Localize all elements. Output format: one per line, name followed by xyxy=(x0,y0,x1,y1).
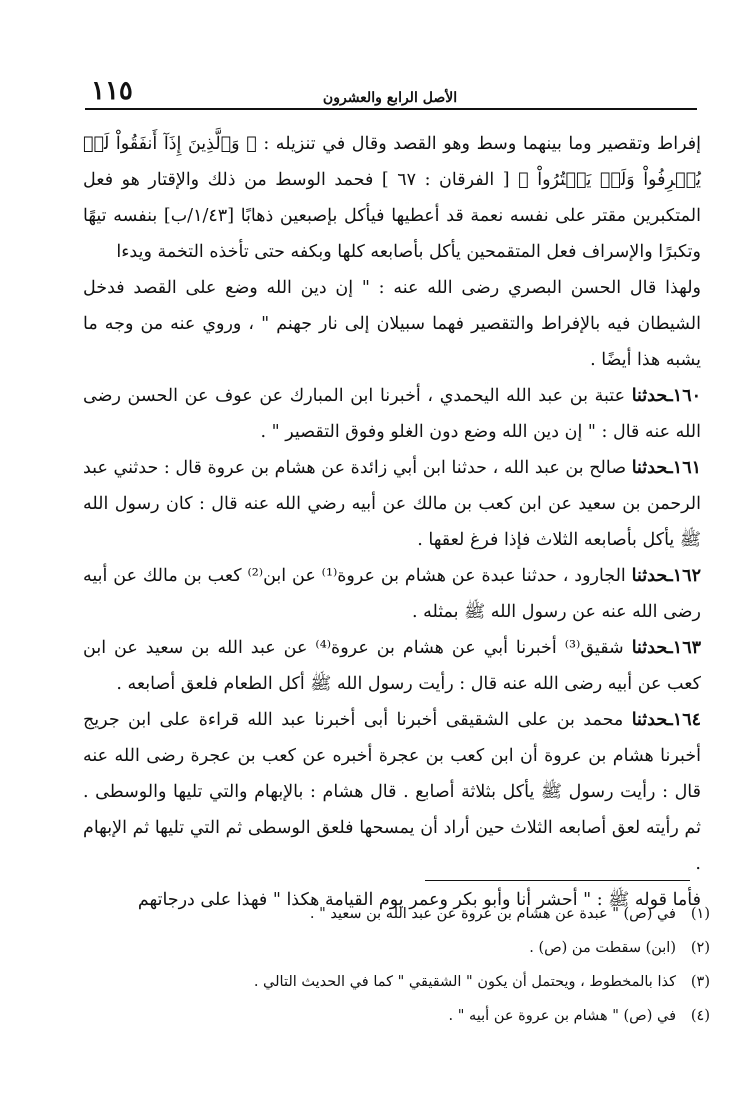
hadith-text: محمد بن على الشقيقى أخبرنا أبى أخبرنا عبد الله قراءة على ابن جريج أخبرنا هشام بن عروة أن ابن كعب بن عجرة أخبره عن كعب بن عجرة رضى الله عنه قال : رأيت رسول ﷺ يأكل بثلاثة أصابع . قال هشام : بالإبهام والتي تليها والوسطى . ثم رأيته لعق أصابعه الثلاث حين أراد أن يمسحها فلعق الوسطى ثم التي تليها ثم الإبهام . xyxy=(83,710,701,874)
hadith-lead: حدثنا xyxy=(631,710,668,730)
footnote-number: (٣) xyxy=(690,974,710,990)
footnotes xyxy=(90,897,710,1033)
footnote-text: (ابن) سقطت من (ص) . xyxy=(529,940,676,956)
main-text xyxy=(83,126,701,918)
hadith-text: شقيق⁽³⁾ أخبرنا أبي عن هشام بن عروة⁽⁴⁾ عن عبد الله بن سعيد عن ابن كعب عن أبيه رضى الله عنه قال : رأيت رسول الله ﷺ أكل الطعام فلعق أصابعه . xyxy=(83,638,701,694)
footnote-1 xyxy=(90,897,710,931)
hadith-number: ١٦٠ـ xyxy=(667,386,701,406)
closing-paragraph: فأما قوله ﷺ : " أحشر أنا وأبو بكر وعمر يوم القيامة هكذا " فهذا على درجاتهم xyxy=(137,890,701,910)
footnote-4 xyxy=(90,999,710,1033)
hadith-lead: حدثنا xyxy=(631,386,668,406)
footnote-number: (٢) xyxy=(690,940,710,956)
hadith-number: ١٦٣ـ xyxy=(667,638,701,658)
footnote-3 xyxy=(90,965,710,999)
hadith-161 xyxy=(83,450,701,558)
footnote-text: في (ص) " هشام بن عروة عن أبيه " . xyxy=(448,1008,676,1024)
hadith-text: صالح بن عبد الله ، حدثنا ابن أبي زائدة عن هشام بن عروة قال : حدثني عبد الرحمن بن سعيد عن ابن كعب بن مالك عن أبيه رضي الله عنه قال : كان رسول الله ﷺ يأكل بأصابعه الثلاث فإذا فرغ لعقها . xyxy=(83,458,701,550)
page-header xyxy=(85,78,695,108)
footnote-number: (١) xyxy=(690,906,710,922)
hadith-lead: حدثنا xyxy=(631,566,668,586)
hadith-text: عتبة بن عبد الله اليحمدي ، أخبرنا ابن المبارك عن عوف عن الحسن رضى الله عنه قال : " إن دين الله وضع دون الغلو وفوق التقصير " . xyxy=(83,386,701,442)
footnote-text: في (ص) " عبدة عن هشام بن عروة عن عبد الله بن سعيد " . xyxy=(309,906,676,922)
footnote-2 xyxy=(90,931,710,965)
hadith-number: ١٦٢ـ xyxy=(667,566,701,586)
hadith-number: ١٦٤ـ xyxy=(667,710,701,730)
hadith-160 xyxy=(83,378,701,450)
intro-paragraph: إفراط وتقصير وما بينهما وسط وهو القصد وقال في تنزيله : ﴿ وَٱلَّذِينَ إِذَآ أَنفَقُواْ لَمۡ يُسۡرِفُواْ وَلَمۡ يَقۡتُرُواْ ﴾ [ الفرقان : ٦٧ ] فحمد الوسط من ذلك والإقتار هو فعل المتكبرين مقتر على نفسه نعمة قد أعطيها فيأكل بإصبعين ذهابًا [١/٤٣/ب] بنفسه تيهًا وتكبرًا والإسراف فعل المتقمحين يأكل بأصابعه كلها وبكفه حتى تأخذه التخمة ويدءا xyxy=(83,134,701,262)
hasan-quote-paragraph: ولهذا قال الحسن البصري رضى الله عنه : " إن دين الله وضع على القصد فدخل الشيطان فيه بالإفراط والتقصير فهما سبيلان إلى نار جهنم " ، وروي عنه من وجه ما يشبه هذا أيضًا . xyxy=(83,278,701,370)
hadith-164 xyxy=(83,702,701,882)
hadith-163 xyxy=(83,630,701,702)
running-title: الأصل الرابع والعشرون xyxy=(322,90,458,106)
footnote-rule xyxy=(425,880,690,881)
hadith-lead: حدثنا xyxy=(631,458,668,478)
hadith-number: ١٦١ـ xyxy=(667,458,701,478)
hadith-text: الجارود ، حدثنا عبدة عن هشام بن عروة⁽¹⁾ عن ابن⁽²⁾ كعب بن مالك عن أبيه رضى الله عنه عن رسول الله ﷺ بمثله . xyxy=(83,566,701,622)
hadith-lead: حدثنا xyxy=(631,638,668,658)
footnote-number: (٤) xyxy=(690,1008,710,1024)
header-rule xyxy=(85,108,697,110)
page-number: ١١٥ xyxy=(91,76,133,106)
hadith-162 xyxy=(83,558,701,630)
footnote-text: كذا بالمخطوط ، ويحتمل أن يكون " الشقيقي " كما في الحديث التالي . xyxy=(253,974,676,990)
